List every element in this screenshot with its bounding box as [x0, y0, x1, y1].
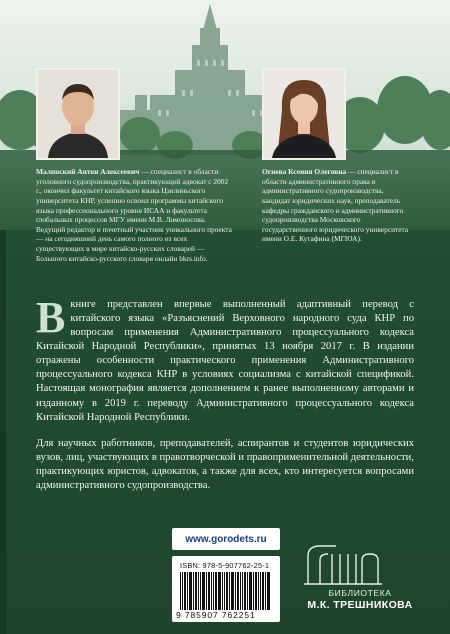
barcode-digits: 9 785907 762251 [176, 610, 256, 620]
isbn-barcode [172, 556, 280, 622]
author-bio-right [262, 167, 412, 244]
barcode-icon [180, 572, 272, 610]
author-name-right: Огнева Ксения Олеговна [262, 167, 347, 176]
book-annotation [36, 293, 414, 425]
author-photo-malinsky [36, 68, 120, 160]
author-bio-text-right: — специалист в области административного права и административного судопроизводства, кандидат юридических наук, преподаватель кафедры гражданского и административного судопроизводства Московского государственного юридического университета имени О.Е. Кутафина (МГЮА). [262, 167, 409, 244]
series-name-line2: М.К. ТРЕШНИКОВА [307, 599, 413, 611]
author-bio-text-left: — специалист в области уголовного судопроизводства, практикующий адвокат с 2002 г., окончил факультет китайского языка Цзилиньского университета КНР, успешно освоил программы китайского языка профессионального уровня ИСАА и факультета глобальных процессов МГУ имени М.В. Ломоносова. Ведущий редактор и почетный участник уникального проекта — на сегодняшний день самого полного из всех существующих в мире китайско-русских словарей — Большого китайско-русского словаря онлайн bkrs.info. [36, 167, 232, 263]
publisher-website[interactable]: www.gorodets.ru [172, 528, 280, 550]
annotation-text: книге представлен впервые выполненный адаптивный перевод с китайского языка «Разъяснений Верховного народного суда КНР по вопросам применения Административного процессуального кодекса Китайской Народной Республики», принятых 13 ноября 2017 г. В издании отражены особенности практического применения Административного процессуального кодекса КНР в условиях социализма с китайской спецификой. Настоящая монография является дополнением к ранее выполненному авторами и изданному в 2019 г. переводу Административного процессуального кодекса Китайской Народной Республики. [36, 299, 414, 423]
dropcap-letter: В [36, 293, 66, 342]
author-bio-left [36, 167, 232, 263]
isbn-number: ISBN: 978-5-907762-25-1 [180, 561, 270, 570]
author-name-left: Малинский Антон Алексеевич [36, 167, 140, 176]
author-photo-ogneva [262, 68, 346, 160]
series-name-line1: БИБЛИОТЕКА [328, 588, 392, 598]
audience-text: Для научных работников, преподавателей, аспирантов и студентов юридических вузов, лиц, участвующих в правотворческой и правоприменительной деятельности, практикующих юристов, адвокатов, а также для всех, кто интересуется вопросами административного судопроизводства. [36, 438, 414, 492]
